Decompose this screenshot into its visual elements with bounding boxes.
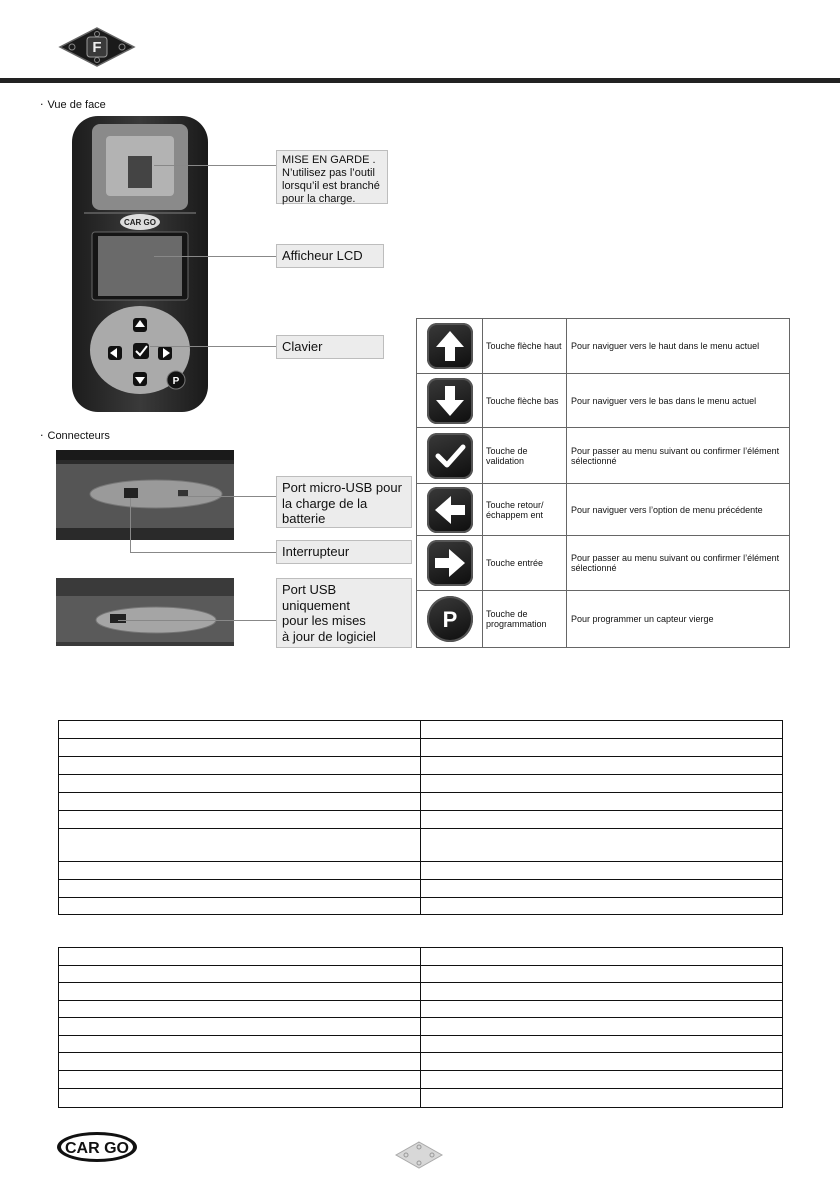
key-row [417, 484, 789, 536]
table-row [59, 966, 782, 983]
table-row [59, 1001, 782, 1018]
key-row [417, 374, 789, 428]
table-row [59, 880, 782, 898]
leader-line [178, 496, 278, 497]
callout-line: Port micro-USB pour [282, 480, 402, 495]
brand-logo-text: CAR GO [65, 1140, 129, 1157]
device-p-letter: P [172, 376, 180, 387]
table-row [59, 793, 782, 811]
footer-badge-icon [394, 1140, 444, 1170]
callout-line: pour les mises [282, 613, 366, 629]
micro-usb-callout [276, 476, 412, 528]
table-row [59, 862, 782, 880]
table-row [59, 983, 782, 1001]
key-name: Touche entrée [483, 536, 567, 590]
table-row [59, 1018, 782, 1036]
key-description: Pour naviguer vers l’option de menu précédente [571, 504, 763, 515]
usb-callout [276, 578, 412, 648]
table-row [59, 721, 782, 739]
table-row [59, 739, 782, 757]
arrow-up-icon [427, 323, 473, 369]
callout-line: batterie [282, 511, 326, 527]
table-row [59, 948, 782, 966]
table-row [59, 898, 782, 914]
empty-table-1 [58, 720, 783, 915]
key-name: Touche flèche bas [483, 374, 567, 427]
arrow-right-icon [427, 540, 473, 586]
key-icon-cell [417, 428, 483, 483]
key-icon-cell [417, 591, 483, 647]
warning-callout [276, 150, 388, 204]
key-description: Pour naviguer vers le bas dans le menu actuel [571, 395, 757, 406]
leader-line [150, 346, 278, 347]
callout-line: Port USB uniquement [282, 582, 350, 613]
svg-text:P: P [442, 607, 458, 632]
language-letter: F [92, 39, 102, 56]
key-row [417, 536, 789, 591]
callout-line: N’utilisez pas l’outil [282, 166, 375, 179]
key-row [417, 591, 789, 647]
table-row [59, 775, 782, 793]
connector-photo-top [56, 450, 234, 540]
language-badge [58, 26, 136, 68]
leader-line [154, 256, 278, 257]
key-table [416, 318, 790, 648]
key-icon-cell [417, 536, 483, 590]
key-icon-cell [417, 319, 483, 373]
key-description: Pour passer au menu suivant ou confirmer l’élément sélectionné [571, 553, 780, 573]
key-description: Pour naviguer vers le haut dans le menu actuel [571, 341, 760, 351]
table-row [59, 829, 782, 862]
leader-line [118, 620, 278, 621]
key-name: Touche retour/échappem ent [483, 484, 567, 535]
key-row [417, 319, 789, 374]
brand-logo [56, 1131, 138, 1163]
p-icon [427, 596, 473, 642]
device-brand: CAR GO [124, 218, 156, 227]
table-row [59, 1036, 782, 1053]
key-description: Pour passer au menu suivant ou confirmer l’élément sélectionné [571, 445, 780, 466]
key-description: Pour programmer un capteur vierge [571, 614, 714, 624]
switch-callout: Interrupteur [276, 540, 412, 564]
header-rule [0, 78, 840, 83]
table-row [59, 1071, 782, 1089]
table-row [59, 1053, 782, 1071]
lcd-callout: Afficheur LCD [276, 244, 384, 268]
leader-line [130, 552, 278, 553]
key-icon-cell [417, 484, 483, 535]
callout-line: à jour de logiciel [282, 628, 376, 644]
table-row [59, 1089, 782, 1107]
callout-line: pour la charge. [282, 192, 356, 205]
table-row [59, 757, 782, 775]
keypad-callout: Clavier [276, 335, 384, 359]
key-row [417, 428, 789, 484]
key-name: Touche de programmation [483, 591, 567, 647]
callout-line: la charge de la [282, 495, 368, 511]
arrow-left-icon [427, 487, 473, 533]
empty-table-2 [58, 947, 783, 1108]
key-name: Touche flèche haut [483, 319, 567, 373]
section-front-view: ‧ Vue de face [40, 98, 106, 111]
leader-line [130, 498, 131, 553]
key-icon-cell [417, 374, 483, 427]
callout-line: MISE EN GARDE . [282, 154, 376, 166]
connector-photo-bottom [56, 578, 234, 646]
callout-line: lorsqu’il est branché [282, 179, 380, 192]
key-name: Touche de validation [483, 428, 567, 483]
device-photo [70, 114, 210, 414]
table-row [59, 811, 782, 829]
section-connectors: ‧ Connecteurs [40, 429, 110, 442]
arrow-down-icon [427, 378, 473, 424]
check-icon [427, 433, 473, 479]
leader-line [154, 165, 278, 166]
